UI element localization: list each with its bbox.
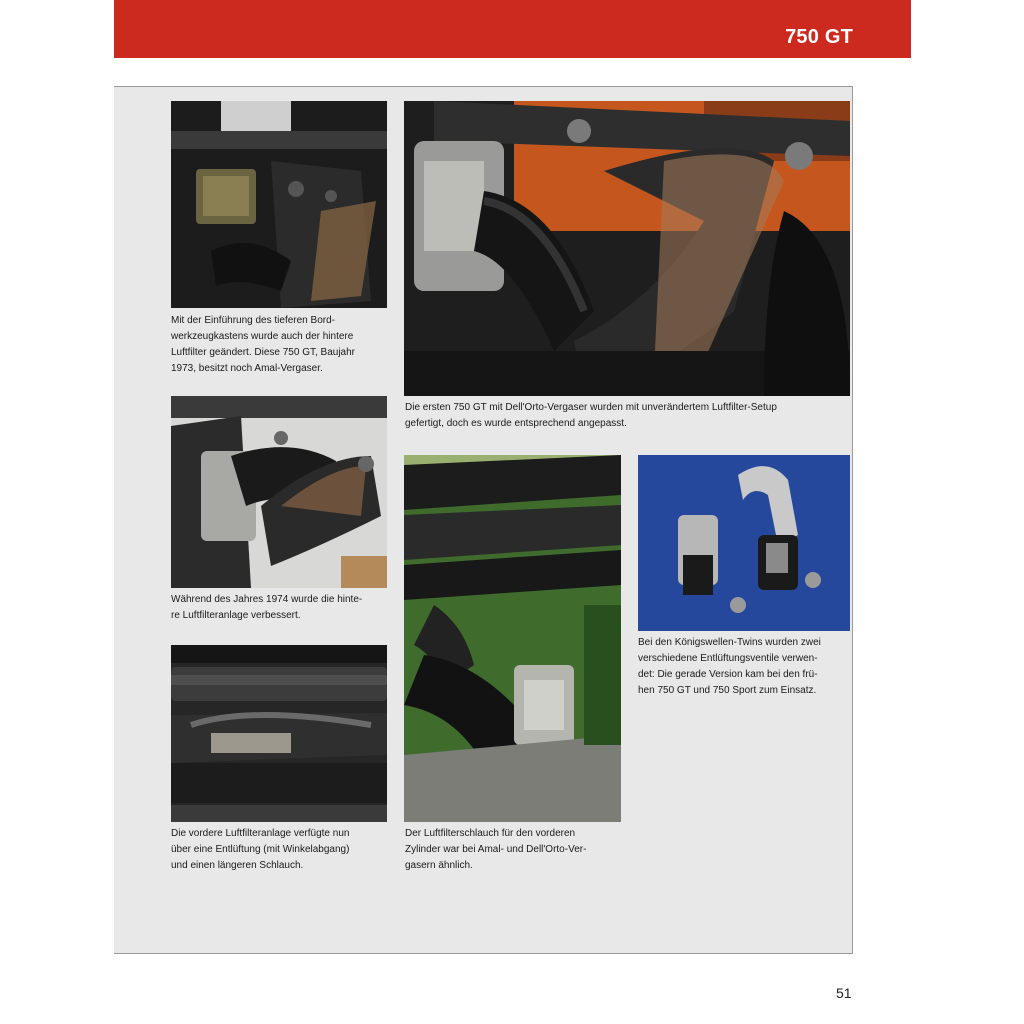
- photo-caption: Die vordere Luftfilteranlage verfügte nun über eine Entlüftung (mit Winkelabgang) und einen längeren Schlauch.: [171, 828, 350, 871]
- front-filter-hose-photo: [404, 455, 621, 822]
- photo-caption: Die ersten 750 GT mit Dell'Orto-Vergaser wurden mit unverändertem Luftfilter-Setup gefertigt, doch es wurde entsprechend angepasst.: [405, 402, 777, 429]
- dellorto-airfilter-photo: [404, 101, 850, 396]
- photo-caption: Der Luftfilterschlauch für den vorderen Zylinder war bei Amal- und Dell'Orto-Ver- gasern ähnlich.: [405, 828, 587, 871]
- chapter-title: 750 GT: [785, 26, 853, 48]
- chapter-header-bar: [114, 0, 911, 58]
- photo-caption: Während des Jahres 1974 wurde die hinte- re Luftfilteranlage verbessert.: [171, 594, 363, 621]
- front-airfilter-vent-photo: [171, 645, 387, 822]
- vent-valves-photo: [638, 455, 850, 631]
- 1974-airfilter-photo: [171, 396, 387, 588]
- photo-caption: Mit der Einführung des tieferen Bord- werkzeugkastens wurde auch der hintere Luftfilter geändert. Diese 750 GT, Baujahr 1973, besitzt noch Amal-Vergaser.: [171, 315, 355, 374]
- photo-caption: Bei den Königswellen-Twins wurden zwei verschiedene Entlüftungsventile verwen- det: Die gerade Version kam bei den frü- hen 750 GT und 750 Sport zum Einsatz.: [638, 637, 821, 696]
- airbox-toolbox-photo: [171, 101, 387, 308]
- page-number: 51: [836, 985, 852, 1001]
